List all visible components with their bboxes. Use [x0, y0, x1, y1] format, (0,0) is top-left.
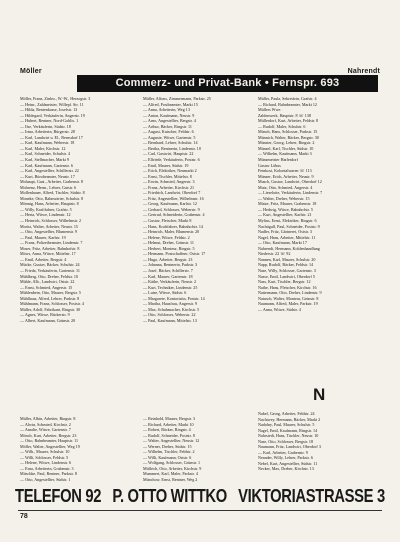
directory-entry: — Otto, Schlosser, Weberstr. 22 — [143, 312, 196, 318]
directory-entry: Zahlenwerk, Hauptstr. 8 ☏ 138 — [258, 112, 311, 118]
directory-column-2-continued — [143, 416, 253, 483]
directory-entry: — Alfred, Postbeamter, Markt 15 — [143, 101, 198, 107]
directory-entry: — Rudolf, Maler, Schulstr. 6 — [258, 123, 306, 129]
directory-entry: — Gerhard, Schlosser, Weberstr. 9 — [143, 206, 200, 212]
directory-entry: Mohrenz, Herm., Lehrer, Gutstr. 6 — [20, 184, 77, 190]
directory-entry: Müllrich, Otto, Arbeiter, Kirchstr. 9 — [143, 465, 202, 471]
directory-entry: Mummert, Karl, Maler, Parkstr. 4 — [143, 471, 198, 477]
page-number: 78 — [20, 513, 28, 520]
directory-entry: Nasse, Emil, Landwirt, Oberdorf 5 — [258, 273, 315, 279]
directory-entry: Mönch, Kurt, Arbeiter, Bergstr. 23 — [20, 432, 77, 438]
directory-entry: — Anna, Arbeiterin, Weg 13 — [143, 107, 190, 113]
directory-entry: Nattermann, Otto, Dreher, Lindenstr. 9 — [258, 290, 322, 296]
directory-entry: — Franz, Polizeibeamter, Lindenstr. 7 — [20, 240, 83, 246]
directory-entry: — Max, Schuhmacher, Kirchstr. 5 — [143, 306, 200, 312]
directory-entry: Mücke, Gustav, Bäcker, Schulstr. 24 — [20, 262, 80, 268]
directory-entry: Nadolny, Paul, Maurer, Schulstr. 5 — [258, 422, 315, 428]
directory-entry: — Gustav, Fleischer, Markt 8 — [143, 218, 192, 224]
directory-entry: — Richard, Bahnbeamter, Markt 12 — [258, 101, 317, 107]
directory-entry: — Heinr., Zahlmeister, Willepf. Str. 11 — [20, 101, 84, 107]
directory-entry: — Hubert, Rentner, Nord-Gohlis. 1 — [20, 118, 79, 124]
directory-entry: — Otto, Angestellter, Blumenstr. 9 — [20, 229, 78, 235]
directory-entry: — Emil, Maurer, Südstr. 19 — [143, 162, 189, 168]
directory-entry: — Willy, Kraftfahrer, Grafstr. 5 — [20, 206, 72, 212]
directory-entry: — Karl, Stellmacher, Markt 9 — [20, 157, 69, 163]
directory-entry: — Werner, Dreher, Südstr. 15 — [143, 443, 192, 449]
footer-advertisement — [15, 485, 385, 507]
directory-entry: Müller, Adolf, Fabrikant, Ringstr. 30 — [20, 306, 81, 312]
directory-entry: Münzer, Erich, Arbeiter, Neustr. 9 — [258, 173, 314, 179]
directory-entry: — Heinrich, Schlosser, Wilhelmstr. 2 — [20, 218, 82, 224]
directory-entry: — Paul, Maurer, Karlstr. 19 — [20, 234, 66, 240]
directory-entry: — Käthe, Verkäuferin, Neustr. 2 — [143, 279, 197, 285]
directory-entry: — Herbert, Monteur, Ringstr. 5 — [143, 245, 195, 251]
directory-entry: Münzmeister Harlesdorf — [258, 157, 299, 163]
directory-column-2 — [143, 96, 253, 416]
running-header-right: Nahrendt — [347, 68, 380, 75]
directory-entry: — Anna, Witwe, Südstr. 4 — [258, 306, 301, 312]
directory-entry: Feinkost, Kolonialwaren ☏ 113 — [258, 168, 312, 174]
directory-entry: — Martha, Hausfrau, Angerstr. 9 — [143, 301, 198, 307]
footer-ad-address: VIKTORIASTRASSE 3 — [238, 486, 385, 506]
directory-entry: Müller, Alfons, Zimmermann, Parkstr. 25 — [143, 96, 211, 101]
directory-entry: — Margarete, Kontoristin, Poststr. 14 — [143, 295, 205, 301]
footer-divider — [18, 510, 382, 511]
directory-entry: — Reinhold, Maurer, Bergstr. 3 — [143, 416, 195, 421]
footer-ad-phone: TELEFON 92 — [15, 486, 102, 506]
directory-entry: — Hedwig, Witwe, Bahnhofstr. 5 — [258, 206, 313, 212]
directory-entry: — Karl, Kaufmann, Gartenstr. 6 — [20, 162, 73, 168]
directory-entry: — Karl, Maler, Kirchstr. 12 — [20, 145, 66, 151]
directory-entry: Mühlberg, Otto, Dreher, Feldstr. 10 — [20, 273, 78, 279]
bank-advertisement-banner: Commerz- und Privat-Bank • Fernspr. 693 — [77, 75, 378, 92]
directory-entry: — Kurt, Techniker, Lindenstr. 25 — [143, 284, 198, 290]
directory-entry: — Helene, Witwe, Lindenstr. 6 — [20, 460, 72, 466]
directory-entry: Mühle, Alb., Landwirt, Oststr. 22 — [20, 279, 75, 285]
directory-entry: Gustav Löbus — [258, 162, 281, 168]
directory-entry: Mutz, Otto, Schmied, Angerstr. 4 — [258, 184, 313, 190]
directory-entry: Nabel, Georg, Arbeiter, Feldstr. 24 — [258, 411, 315, 416]
directory-entry: — Wolfgang, Schlosser, Grünstr. 1 — [143, 460, 201, 466]
directory-entry: — Auguste, Witwe, Gartenstr. 5 — [143, 134, 196, 140]
directory-entry: — Hugo, Arbeiter, Bergstr. 23 — [143, 256, 193, 262]
directory-entry: — Karl, Arbeiter, Grabenstr. 9 — [258, 449, 308, 455]
directory-entry: — Bernhard, Lehrer, Schulstr. 14 — [143, 140, 198, 146]
directory-entry: — Robert, Bäcker, Ringstr. 4 — [143, 427, 191, 433]
directory-entry: — Alwin, Schmied, Kirchstr. 2 — [20, 421, 71, 427]
directory-entry: — Walter, Dreher, Weberstr. 15 — [258, 195, 310, 201]
section-letter-heading: N — [313, 385, 326, 404]
directory-entry: — Emil, Arbeiter, Bergstr. 4 — [20, 256, 67, 262]
directory-entry: Möller, Franz, Zinkw., W.-W., Herzogstr. 3 — [20, 96, 91, 101]
directory-entry: — Franz, Arbeiter, Kirchstr. 21 — [143, 184, 195, 190]
directory-entry: Münchow, Ernst, Rentner, Weg 2 — [143, 477, 198, 483]
directory-entry: Mütze, Fritz, Maurer, Grabenstr. 18 — [258, 201, 317, 207]
directory-entry: — Arno, Angestellter, Bergstr. 4 — [143, 118, 196, 124]
directory-entry: Mühlmann, Franz, Schlosser, Poststr. 4 — [20, 301, 84, 307]
directory-entry: — Hans, Kraftfahrer, Bahnhofstr. 14 — [143, 223, 203, 229]
directory-entry: — Johanna, Rentnerin, Parkstr. 3 — [143, 262, 198, 268]
directory-entry: — Luise, Witwe, Südstr. 6 — [143, 290, 187, 296]
directory-entry: Münnich, Walter, Bäcker, Bergstr. 30 — [258, 134, 319, 140]
directory-entry: Nagel, Emil, Kaufmann, Ringstr. 14 — [258, 427, 318, 433]
directory-entry: — Amalie, Witwe, Gartenstr. 7 — [20, 427, 71, 433]
directory-entry: — Friedrich, Landwirt, Oberdorf 7 — [143, 190, 201, 196]
directory-entry: Möws, Anna, Witwe, Mittelstr. 17 — [20, 251, 76, 257]
directory-entry: Moritz, Walter, Arbeiter, Neustr. 15 — [20, 223, 78, 229]
directory-entry: — Karl, Angestellter, Schillerstr. 22 — [20, 168, 79, 174]
directory-entry: — Irma, Arbeiterin, Bürgerstr. 28 — [20, 129, 75, 135]
directory-entry: Neander, Willy, Lehrer, Parkstr. 6 — [258, 455, 313, 461]
directory-column-3-continued — [258, 411, 382, 476]
directory-entry: Mylius, Ernst, Elektriker, Ringstr. 6 — [258, 218, 317, 224]
directory-entry: — Arthur, Bäcker, Ringstr. 11 — [143, 123, 192, 129]
directory-entry: — Georg, Kaufmann, Karlstr. 12 — [143, 201, 197, 207]
directory-entry: Möller, Walter, Angestellter, Weg 19 — [20, 443, 80, 449]
directory-entry: Mollenhauer, Alfred, Tischler, Südstr. 8 — [20, 190, 85, 196]
directory-entry: — Otto, Bahnbeamter, Hauptstr. 11 — [20, 438, 79, 444]
directory-entry: Nahrstedt, Hans, Tischler, Neustr. 10 — [258, 433, 319, 439]
footer-ad-company: P. OTTO WITTKO — [112, 486, 227, 506]
directory-entry: — August, Kutscher, Feldstr. 6 — [143, 129, 194, 135]
directory-entry: — Erwin, Schmied, Angerstr. 3 — [143, 179, 195, 185]
directory-entry: Mühlhaus, Alfred, Lehrer, Parkstr. 8 — [20, 295, 80, 301]
directory-entry: — Hilda, Rentenkasse, Josefstr. 13 — [20, 107, 78, 113]
directory-entry: Münch, Hans, Schlosser, Parkstr. 15 — [258, 129, 318, 135]
directory-entry: Münster, Georg, Lehrer, Ringstr. 2 — [258, 140, 315, 146]
directory-entry: — Elfriede, Verkäuferin, Poststr. 6 — [143, 157, 200, 163]
directory-entry: Mönnig, Hans, Arbeiter, Hauptstr. 8 — [20, 201, 79, 207]
directory-entry: Müllers Wwe. — [258, 107, 282, 113]
directory-entry: — Paul, Kaufmann, Mittelstr. 13 — [143, 317, 197, 323]
directory-entry: — Frieda, Verkäuferin, Gartenstr. 11 — [20, 267, 80, 273]
directory-entry: — Wilh., Maurer, Schulstr. 10 — [20, 449, 70, 455]
directory-entry: Nebel, Kurt, Angestellter, Südstr. 11 — [258, 460, 318, 466]
directory-entry: Müller, Paula, Sekretärin, Grafstr. 4 — [258, 96, 317, 101]
directory-entry: — Erich, Elektriker, Neumarkt 2 — [143, 168, 197, 174]
directory-entry: — Herta, Witwe, Lindenstr. 12 — [20, 212, 71, 218]
directory-entry: — Josef, Bäcker, Schillerstr. 7 — [143, 267, 193, 273]
directory-entry: — Otto, Angestellter, Südstr. 1 — [20, 477, 71, 483]
directory-entry: Mühlenbein, Otto, Maurer, Bergstr. 5 — [20, 290, 81, 296]
directory-entry: Nachtwey, Hermann, Bäcker, Markt 2 — [258, 416, 321, 422]
directory-entry: Nase, Otto, Schlosser, Bergstr. 18 — [258, 438, 314, 444]
directory-entry: — Wilhelm, Tischler, Feldstr. 2 — [143, 449, 195, 455]
directory-entry: Naumann, Alfred, Maler, Parkstr. 19 — [258, 301, 318, 307]
directory-entry: Münzel, Karl, Tischler, Südstr. 10 — [258, 145, 314, 151]
directory-entry: — Ernst, Schmied, Angerstr. 15 — [20, 284, 73, 290]
directory-column-1 — [20, 96, 138, 416]
directory-entry: Nathe, Hans, Fleischer, Kirchstr. 16 — [258, 284, 317, 290]
directory-entry: Nahrendt, Hermann, Kohlenhandlung — [258, 245, 320, 251]
directory-entry: — Wilhelm, Kaufmann, Markt 3 — [258, 151, 312, 157]
directory-entry: — Gertrud, Schneiderin, Grabenstr. 4 — [143, 212, 205, 218]
directory-entry: — Karl, Schneider, Schulstr. 4 — [20, 151, 70, 157]
directory-entry: — Kurt, Angestellter, Karlstr. 21 — [258, 212, 312, 218]
directory-entry: — Rudolf, Schneider, Poststr. 8 — [143, 432, 195, 438]
directory-entry: — Karl, Landwirt u. El., Bernsdorf 17 — [20, 134, 83, 140]
directory-entry: Nagel, Hans, Arbeiter, Mittelstr. 11 — [258, 234, 316, 240]
directory-entry: — Hermann, Postschaffner, Oststr. 17 — [143, 251, 206, 257]
directory-entry: — Fritz, Angestellter, Wilhelmstr. 16 — [143, 195, 204, 201]
directory-entry: — Ernst, Tischler, Mittelstr. 8 — [143, 173, 192, 179]
directory-entry: Napp, Rudolf, Bäcker, Feldstr. 14 — [258, 262, 314, 268]
directory-entry: Necker, Max, Dreher, Kirchstr. 13 — [258, 466, 314, 472]
directory-entry: — Helmut, Dreher, Grünstr. 11 — [143, 240, 194, 246]
directory-entry: — Karl, Kaufmann, Weberstr. 18 — [20, 140, 75, 146]
directory-entry: Müller, Albin, Arbeiter, Ringstr. 8 — [20, 416, 76, 421]
directory-entry: Niederstr. 22 ☏ 92 — [258, 251, 291, 257]
directory-entry: — Willi, Kaufmann, Oststr. 6 — [143, 454, 192, 460]
directory-entry: Nass, Kurt, Tischler, Bergstr. 12 — [258, 279, 311, 285]
directory-entry: — Otto, Kaufmann, Markt 17 — [258, 240, 307, 246]
directory-entry: Moneke, Otto, Bahnwärter, Schulstr. 8 — [20, 195, 84, 201]
directory-entry: — Bertha, Rentnerin, Lindenstr. 10 — [143, 145, 201, 151]
directory-entry: — Ilse, Verkäuferin, Südstr. 18 — [20, 123, 71, 129]
directory-column-1-continued — [20, 416, 138, 483]
directory-entry: Mitschke, Paul, Rentner, Parkstr. 8 — [20, 471, 77, 477]
directory-entry: Nadler, Fritz, Gärtnerei, Oststr. 3 — [258, 229, 312, 235]
directory-entry: — Anton, Kaufmann, Neustr. 9 — [143, 112, 195, 118]
directory-entry: — Hildegard, Verkäuferin, Angerstr. 19 — [20, 112, 85, 118]
directory-entry: Nachtigall, Paul, Schneider, Poststr. 9 — [258, 223, 320, 229]
directory-column-3 — [258, 96, 382, 416]
directory-entry: Nannen, Karl, Maurer, Schulstr. 20 — [258, 256, 316, 262]
directory-entry: Naumann, Fritz, Landwirt, Oberdorf 3 — [258, 444, 321, 450]
directory-entry: Müllerdorf, Kurt, Arbeiter, Feldstr. 8 — [258, 118, 319, 124]
directory-entry: — Willi, Schlosser, Feldstr. 5 — [20, 454, 69, 460]
directory-entry: — Lieselotte, Verkäuferin, Lindenstr. 7 — [258, 190, 323, 196]
directory-entry: Mohaupt, Gust., Arbeiter, Grabenstr. 8 — [20, 179, 83, 185]
directory-entry: — Albert, Kaufmann, Grünstr. 20 — [20, 317, 76, 323]
running-header-left: Möller — [20, 68, 42, 75]
directory-entry: — Helene, Witwe, Feldstr. 2 — [143, 234, 190, 240]
directory-entry: Nase, Willy, Schlosser, Gartenstr. 3 — [258, 267, 316, 273]
directory-entry: — Heinrich, Maler, Blumenstr. 20 — [143, 229, 200, 235]
directory-entry: — Agnes, Witwe, Bäckerstr. 9 — [20, 312, 70, 318]
directory-entry: Moser, Fritz, Arbeiter, Bahnhofstr. 8 — [20, 245, 80, 251]
directory-entry: Musch, Gustav, Landwirt, Oberdorf 12 — [258, 179, 322, 185]
directory-entry: — Carl, Gastwirt, Hauptstr. 22 — [143, 151, 194, 157]
directory-entry: Natusch, Walter, Monteur, Grünstr. 8 — [258, 295, 319, 301]
directory-entry: — Kurt, Bürobeamter, Neustr. 17 — [20, 173, 75, 179]
directory-entry: — Erna, Arbeiterin, Grabenstr. 3 — [20, 465, 74, 471]
directory-entry: — Karl, Maurer, Gartenstr. 18 — [143, 273, 193, 279]
directory-entry: — Walter, Angestellter, Neustr. 12 — [143, 438, 200, 444]
directory-entry: — Richard, Arbeiter, Markt 10 — [143, 421, 194, 427]
